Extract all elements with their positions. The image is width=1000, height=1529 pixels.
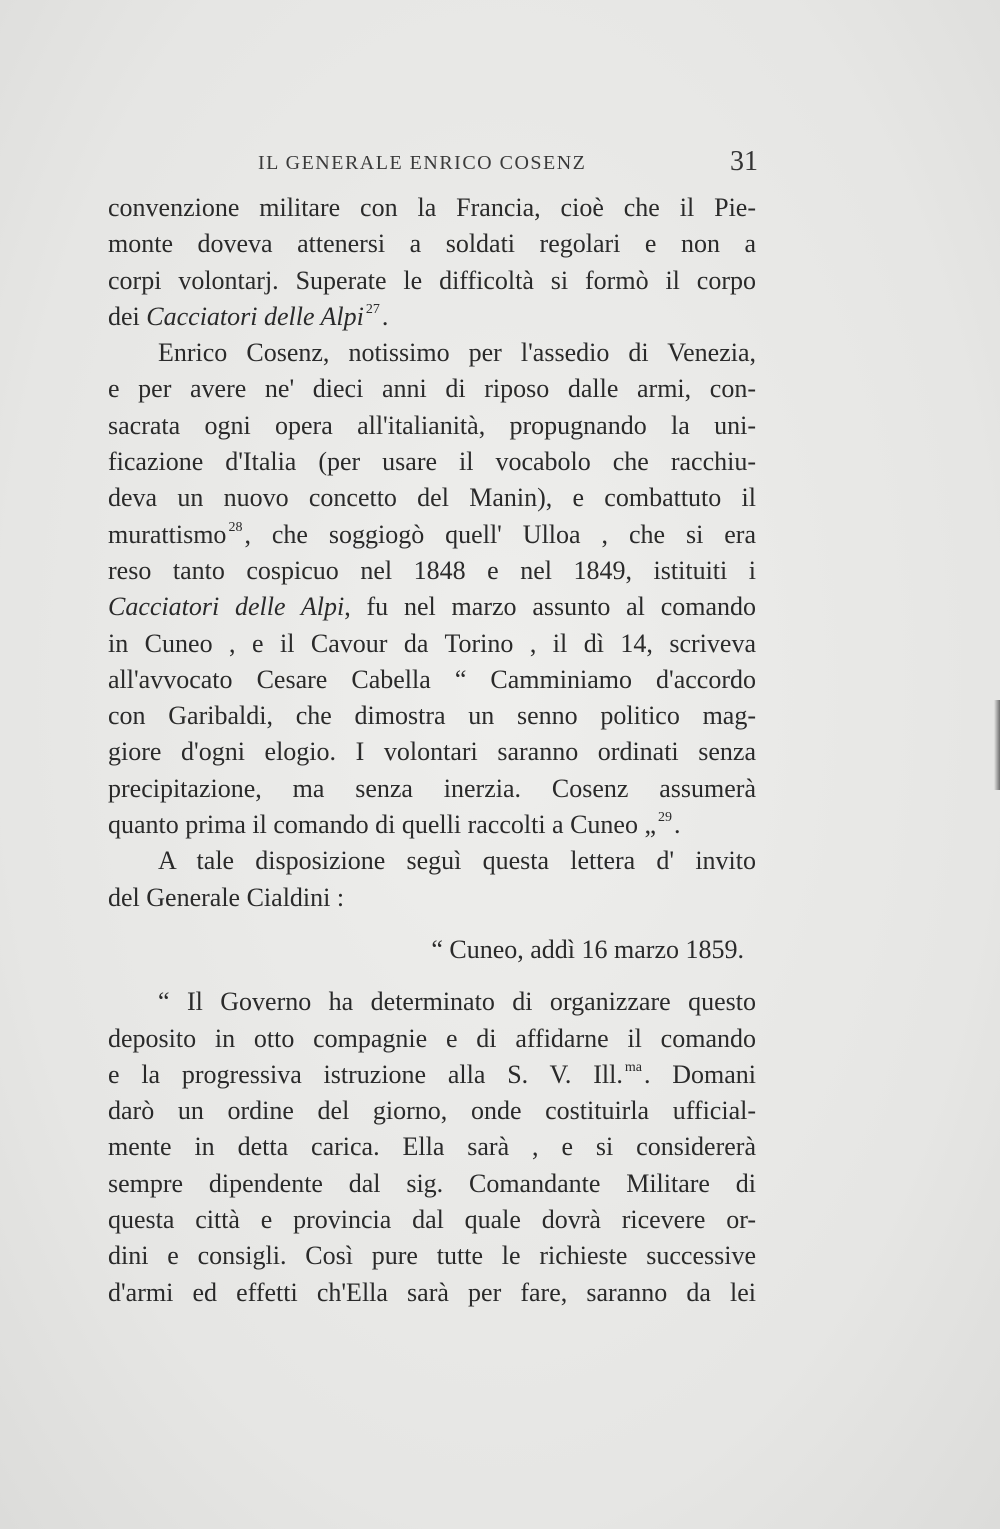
running-title: IL GENERALE ENRICO COSENZ	[258, 152, 587, 174]
text-fragment: e la progressiva istruzione alla S. V. Ill.	[108, 1059, 623, 1089]
text-line: deva un nuovo concetto del Manin), e combattuto il	[108, 483, 756, 513]
text-line	[108, 517, 756, 553]
text-line: e per avere ne' dieci anni di riposo dalle armi, con-	[108, 374, 756, 404]
text-fragment: , fu nel marzo assunto al comando	[344, 592, 756, 622]
text-line	[108, 299, 756, 335]
text-line: all'avvocato Cesare Cabella “ Camminiamo d'accordo	[108, 664, 756, 694]
text-line: darò un ordine del giorno, onde costituirla ufficial-	[108, 1096, 756, 1126]
body-text	[108, 190, 756, 1311]
text-line: Enrico Cosenz, notissimo per l'assedio di Venezia,	[158, 338, 756, 368]
text-line: ficazione d'Italia (per usare il vocabolo che racchiu-	[108, 447, 756, 477]
footnote-marker: 27	[365, 301, 380, 317]
text-line: corpi volontarj. Superate le difficoltà si formò il corpo	[108, 265, 756, 295]
letter-dateline: “ Cuneo, addì 16 marzo 1859.	[431, 934, 744, 964]
text-fragment: , che soggiogò quell' Ulloa , che si era	[244, 519, 756, 549]
text-fragment: dei	[108, 301, 147, 331]
footnote-marker: 28	[228, 519, 243, 535]
text-line: del Generale Cialdini :	[108, 882, 345, 912]
running-head	[258, 146, 758, 182]
text-fragment: .	[674, 810, 681, 840]
text-line: sempre dipendente dal sig. Comandante Militare di	[108, 1168, 756, 1198]
text-line: con Garibaldi, che dimostra un senno politico mag-	[108, 701, 756, 731]
italic-title: Cacciatori delle Alpi	[108, 592, 345, 622]
text-line: “ Il Governo ha determinato di organizzare questo	[158, 987, 756, 1017]
text-line: A tale disposizione seguì questa lettera d' invito	[158, 846, 756, 876]
text-line: deposito in otto compagnie e di affidarne il comando	[108, 1023, 756, 1053]
text-line	[108, 589, 756, 625]
text-line: reso tanto cospicuo nel 1848 e nel 1849, istituiti i	[108, 555, 756, 585]
text-line: d'armi ed effetti ch'Ella sarà per fare, saranno da lei	[108, 1277, 756, 1307]
text-line	[108, 1057, 756, 1093]
page-edge-shadow	[994, 700, 1000, 790]
text-line	[108, 807, 756, 843]
footnote-marker: 29	[658, 810, 673, 826]
text-fragment: . Domani	[643, 1059, 756, 1089]
text-line: questa città e provincia dal quale dovrà ricevere or-	[108, 1205, 756, 1235]
italic-title: Cacciatori delle Alpi	[146, 301, 364, 331]
text-fragment: murattismo	[108, 519, 227, 549]
text-line: monte doveva attenersi a soldati regolari e non a	[108, 229, 756, 259]
text-line: dini e consigli. Così pure tutte le richieste successive	[108, 1241, 756, 1271]
text-line: mente in detta carica. Ella sarà , e si considererà	[108, 1132, 756, 1162]
text-line: convenzione militare con la Francia, cioè che il Pie-	[108, 193, 756, 222]
text-line: precipitazione, ma senza inerzia. Cosenz assumerà	[108, 773, 756, 803]
text-line: giore d'ogni elogio. I volontari saranno ordinati senza	[108, 737, 756, 767]
text-line: sacrata ogni opera all'italianità, propugnando la uni-	[108, 410, 756, 440]
superscript-abbrev: ma	[624, 1059, 642, 1075]
text-line: in Cuneo , e il Cavour da Torino , il dì 14, scriveva	[108, 628, 756, 658]
page-number: 31	[730, 146, 758, 177]
text-fragment: .	[381, 301, 389, 331]
text-fragment: quanto prima il comando di quelli raccolti a Cuneo „	[108, 810, 657, 840]
